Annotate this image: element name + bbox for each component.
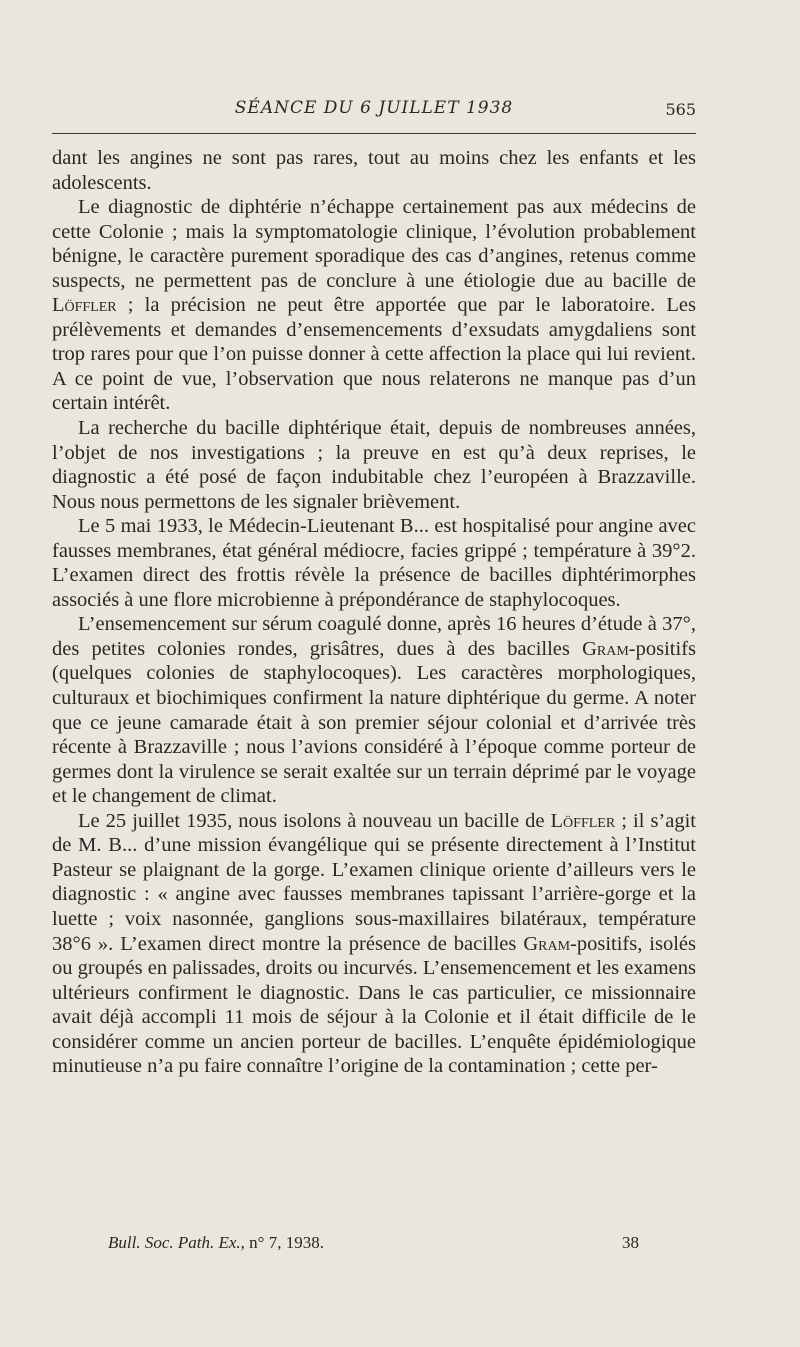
journal-citation <box>108 1233 324 1253</box>
text-run: Le 5 mai 1933, le Médecin-Lieutenant B... est hospitalisé pour angine avec fausses membranes, état général médiocre, facies grippé ; température à 39°2. L’examen direct des frottis révèle la présence de bacilles diphtérimorphes associés à une flore microbienne à prépondérance de staphylocoques. <box>52 515 696 611</box>
paragraph <box>52 195 696 416</box>
text-run: L’ensemencement sur sérum coagulé donne, après 16 heures d’étude à 37°, des petites colonies rondes, grisâtres, dues à des bacilles <box>52 613 696 660</box>
signature-mark: 38 <box>622 1233 639 1252</box>
page-footer <box>52 1233 696 1259</box>
text-run: -positifs (quelques colonies de staphylocoques). Les caractères morphologiques, culturaux et biochimiques confirment la nature diphtérique du germe. A noter que ce jeune camarade était à son premier séjour colonial et d’arrivée très récente à Brazzaville ; nous l’avions considéré à l’époque comme porteur de germes dont la virulence se serait exaltée sur un terrain déprimé par le voyage et le changement de climat. <box>52 637 696 808</box>
author-name: Löffler <box>550 809 616 832</box>
page-header <box>52 98 696 130</box>
citation-issue: , n° 7, 1938. <box>240 1233 324 1252</box>
text-run: Le 25 juillet 1935, nous isolons à nouveau un bacille de <box>78 809 551 832</box>
text-run: Le diagnostic de diphtérie n’échappe certainement pas aux médecins de cette Colonie ; mais la symptomatologie clinique, l’évolution probablement bénigne, le caractère purement sporadique des cas d’angines, retenus comme suspects, ne permettent pas de conclure à une étiologie due au bacille de <box>52 196 696 292</box>
text-run: La recherche du bacille diphtérique était, depuis de nombreuses années, l’objet de nos investigations ; la preuve en est qu’à deux reprises, le diagnostic a été posé de façon indubitable chez l’européen à Brazzaville. Nous nous permettons de les signaler brièvement. <box>52 417 696 513</box>
text-run: dant les angines ne sont pas rares, tout au moins chez les enfants et les adolescents. <box>52 147 696 194</box>
paragraph <box>52 146 696 195</box>
paragraph <box>52 514 696 612</box>
author-name: Löffler <box>52 294 117 317</box>
paragraph <box>52 612 696 808</box>
header-rule <box>52 133 696 134</box>
paragraph <box>52 809 696 1079</box>
author-name: Gram <box>582 637 629 660</box>
running-title: SÉANCE DU 6 JUILLET 1938 <box>234 98 514 118</box>
text-run: ; il s’agit de M. B... d’une mission évangélique qui se présente directement à l’Institut Pasteur se plaignant de la gorge. L’examen clinique oriente d’ailleurs vers le diagnostic : « angine avec fausses membranes tapissant l’arrière-gorge et la luette ; voix nasonnée, ganglions sous-maxillaires bilatéraux, température 38°6 ». L’examen direct montre la présence de bacilles <box>52 809 696 955</box>
text-run: -​positifs, isolés ou groupés en palissades, droits ou incurvés. L’ensemencement et les examens ultérieurs confirment le diagnostic. Dans le cas particulier, ce missionnaire avait déjà accompli 11 mois de séjour à la Colonie et il était difficile de le considérer comme un ancien porteur de bacilles. L’enquête épidémiologique minutieuse n’a pu faire connaître l’origine de la contamination ; cette per- <box>52 932 696 1078</box>
author-name: Gram <box>523 932 571 955</box>
citation-journal: Bull. Soc. Path. Ex. <box>108 1233 241 1252</box>
paragraph <box>52 416 696 514</box>
text-run: ; la précision ne peut être apportée que par le laboratoire. Les prélèvements et demandes d’ensemencements d’exsudats amygdaliens sont trop rares pour que l’on puisse donner à cette affection la place qui lui revient. A ce point de vue, l’observation que nous relaterons ne manque pas d’un certain intérêt. <box>52 294 696 415</box>
page-number: 565 <box>665 100 696 119</box>
body-text <box>52 146 696 1079</box>
